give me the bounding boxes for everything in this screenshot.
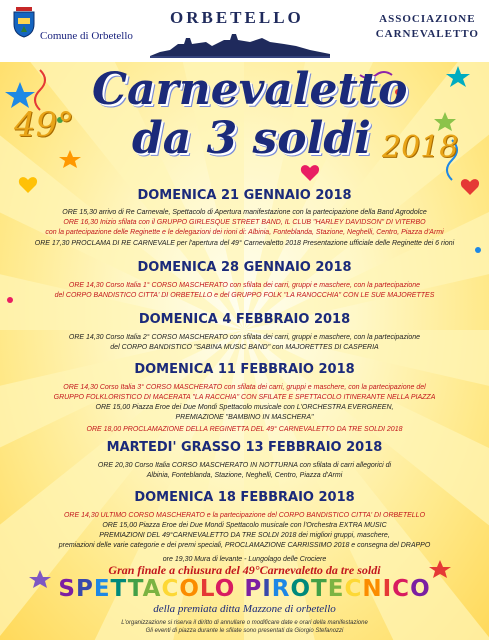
title-line-1: Carnevaletto: [92, 64, 408, 115]
city-name: ORBETELLO: [170, 8, 304, 27]
association-name: [376, 12, 479, 42]
confetti-star-icon: [59, 150, 81, 168]
fireworks-company: della premiata ditta Mazzone di orbetello: [153, 603, 336, 615]
association-line-2: CARNEVALETTO: [375, 28, 479, 40]
fireworks-title: [0, 576, 489, 602]
event-line: ORE 14,30 Corso Italia 1° CORSO MASCHERATO con sfilata dei carri, gruppi e maschere, con la partecipazione: [68, 282, 421, 289]
disclaimer-line: L'organizzazione si riserva il diritto di annullare o modificare date e orari della manifestazione: [121, 620, 368, 626]
event-date: DOMENICA 21 GENNAIO 2018: [137, 188, 352, 203]
event-line: ORE 17,30 PROCLAMA DI RE CARNEVALE per l'apertura del 49° Carnevaletto 2018 Presentazione ufficiale delle Reginette dei 6 rioni: [34, 240, 455, 247]
event-line: ORE 15,00 Piazza Eroe dei Due Mondi Spettacolo musicale con L'ORCHESTRA EVERGREEN,: [95, 404, 394, 411]
event-line: ORE 14,30 ULTIMO CORSO MASCHERATO e la partecipazione del CORPO BANDISTICO CITTA' DI ORBETELLO: [63, 512, 426, 519]
comune-crest-icon: [12, 6, 36, 38]
event-line: del CORPO BANDISTICO CITTA' DI ORBETELLO e del GRUPPO FOLK "LA RANOCCHIA" CON LE SUE MAJORETTES: [54, 292, 435, 299]
event-line: ORE 16,30 Inizio sfilata con il GRUPPO GIRLESQUE STREET BAND, IL CLUB "HARLEY DAVIDSON" DI VITERBO: [63, 219, 426, 226]
event-line: premiazioni delle varie categorie e dei premi speciali, PROCLAMAZIONE CARRISSIMO 2018 e consegna del DRAPPO: [58, 542, 431, 549]
event-date: DOMENICA 11 FEBBRAIO 2018: [134, 362, 355, 377]
event-line: GRUPPO FOLKLORISTICO DI MACERATA "LA RACCHIA" CON SFILATE E SPETTACOLO ITINERANTE NELLA PIAZZA: [53, 394, 436, 401]
header-bar: [0, 0, 489, 62]
comune-label: Comune di Orbetello: [40, 30, 133, 42]
presenter-line: Gli eventi di piazza durante le sfilate sono presentati da Giorgio Stefanozzi: [145, 628, 344, 634]
fireworks-title-text: SPETTACOLO PIROTECNICO: [58, 576, 431, 602]
orbetello-skyline-icon: [150, 30, 330, 58]
event-line: ORE 20,30 Corso Italia CORSO MASCHERATO IN NOTTURNA con sfilata di carri allegorici di: [97, 462, 392, 469]
event-date: DOMENICA 28 GENNAIO 2018: [137, 260, 352, 275]
event-date: MARTEDI' GRASSO 13 FEBBRAIO 2018: [106, 440, 383, 455]
fireworks-location: ore 19,30 Mura di levante - Lungolago delle Crociere: [162, 556, 327, 563]
event-line: con la partecipazione delle Reginette e le delegazioni dei rioni di: Albinia, Fonteblanda, Stazione, Neghelli, Centro, Piazza d'Armi: [45, 229, 444, 236]
event-line: ORE 14,30 Corso Italia 2° CORSO MASCHERATO con sfilata dei carri, gruppi e maschere, con la partecipazione: [68, 334, 421, 341]
title-year: 2018: [382, 130, 459, 165]
event-line: Albinia, Fonteblanda, Stazione, Neghelli, Centro, Piazza d'Armi: [146, 472, 343, 479]
event-line: ORE 15,30 arrivo di Re Carnevale, Spettacolo di Apertura manifestazione con la partecipazione della Band Agrodolce: [62, 209, 427, 216]
event-line: del CORPO BANDISTICO "SABINA MUSIC BAND" con MAJORETTES DI CASPERIA: [110, 344, 379, 351]
edition-number: 49°: [14, 105, 75, 145]
event-date: DOMENICA 18 FEBBRAIO 2018: [134, 490, 355, 505]
grand-finale-line: Gran finale a chiusura del 49°Carnevaletto da tre soldi: [108, 563, 381, 577]
association-line-1: ASSOCIAZIONE: [379, 13, 476, 25]
event-line: PREMIAZIONE "BAMBINO IN MASCHERA": [175, 414, 314, 421]
event-date: DOMENICA 4 FEBBRAIO 2018: [138, 312, 351, 327]
streamer: [35, 70, 45, 110]
event-line: ORE 14,30 Corso Italia 3° CORSO MASCHERATO con sfilata dei carri, gruppi e maschere, con la partecipazione del: [63, 384, 426, 391]
event-line: ORE 18,00 PROCLAMAZIONE DELLA REGINETTA DEL 49° CARNEVALETTO DA TRE SOLDI 2018: [86, 426, 403, 433]
event-line: PREMIAZIONI DEL 49°CARNEVALETTO DA TRE SOLDI 2018 dei migliori gruppi, maschere,: [99, 532, 390, 539]
title-line-2: da 3 soldi: [132, 113, 371, 164]
event-line: ORE 15,00 Piazza Eroe dei Due Mondi Spettacolo musicale con l'Orchestra EXTRA MUSIC: [102, 522, 387, 529]
